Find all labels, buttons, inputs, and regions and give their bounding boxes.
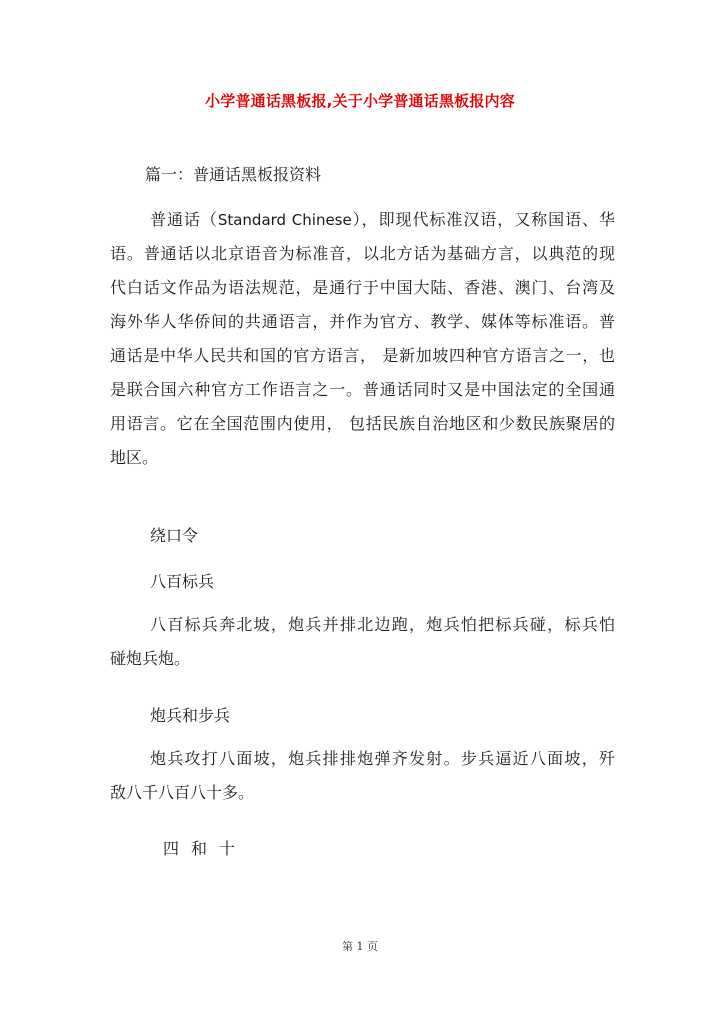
- intro-line-5: 通话是中华人民共和国的官方语言， 是新加坡四种官方语言之一，也: [110, 346, 615, 365]
- intro-line-8: 地区。: [110, 448, 159, 467]
- document-title: 小学普通话黑板报,关于小学普通话黑板报内容: [205, 92, 515, 110]
- page-number: 第 1 页: [342, 940, 378, 953]
- intro-line-4: 海外华人华侨间的共通语言，并作为官方、教学、媒体等标准语。普: [110, 312, 615, 331]
- twister-1-line-2: 碰炮兵炮。: [110, 649, 191, 668]
- twister-2-line-1: 炮兵攻打八面坡，炮兵排排炮弹齐发射。步兵逼近八面坡，歼: [150, 749, 615, 768]
- twister-1-line-1: 八百标兵奔北坡，炮兵并排北边跑，炮兵怕把标兵碰，标兵怕: [150, 615, 615, 634]
- twister-title-3: 四和十: [163, 839, 248, 858]
- intro-line-1: 普通话（Standard Chinese），即现代标准汉语，又称国语、华: [150, 210, 615, 229]
- intro-line-3: 代白话文作品为语法规范，是通行于中国大陆、香港、澳门、台湾及: [110, 278, 615, 297]
- section-heading: 篇一：普通话黑板报资料: [145, 165, 322, 184]
- twister-title-2: 炮兵和步兵: [150, 706, 231, 725]
- twister-body-1: [110, 608, 615, 676]
- tongue-twister-heading: 绕口令: [150, 526, 199, 545]
- intro-line-2: 语。普通话以北京语音为标准音，以北方话为基础方言，以典范的现: [110, 244, 615, 263]
- intro-line-6: 是联合国六种官方工作语言之一。普通话同时又是中国法定的全国通: [110, 380, 615, 399]
- twister-body-2: [110, 742, 615, 810]
- twister-title-1: 八百标兵: [150, 572, 215, 591]
- intro-line-7: 用语言。它在全国范围内使用， 包括民族自治地区和少数民族聚居的: [110, 414, 615, 433]
- twister-2-line-2: 敌八千八百八十多。: [110, 783, 255, 802]
- intro-paragraph: [110, 203, 615, 475]
